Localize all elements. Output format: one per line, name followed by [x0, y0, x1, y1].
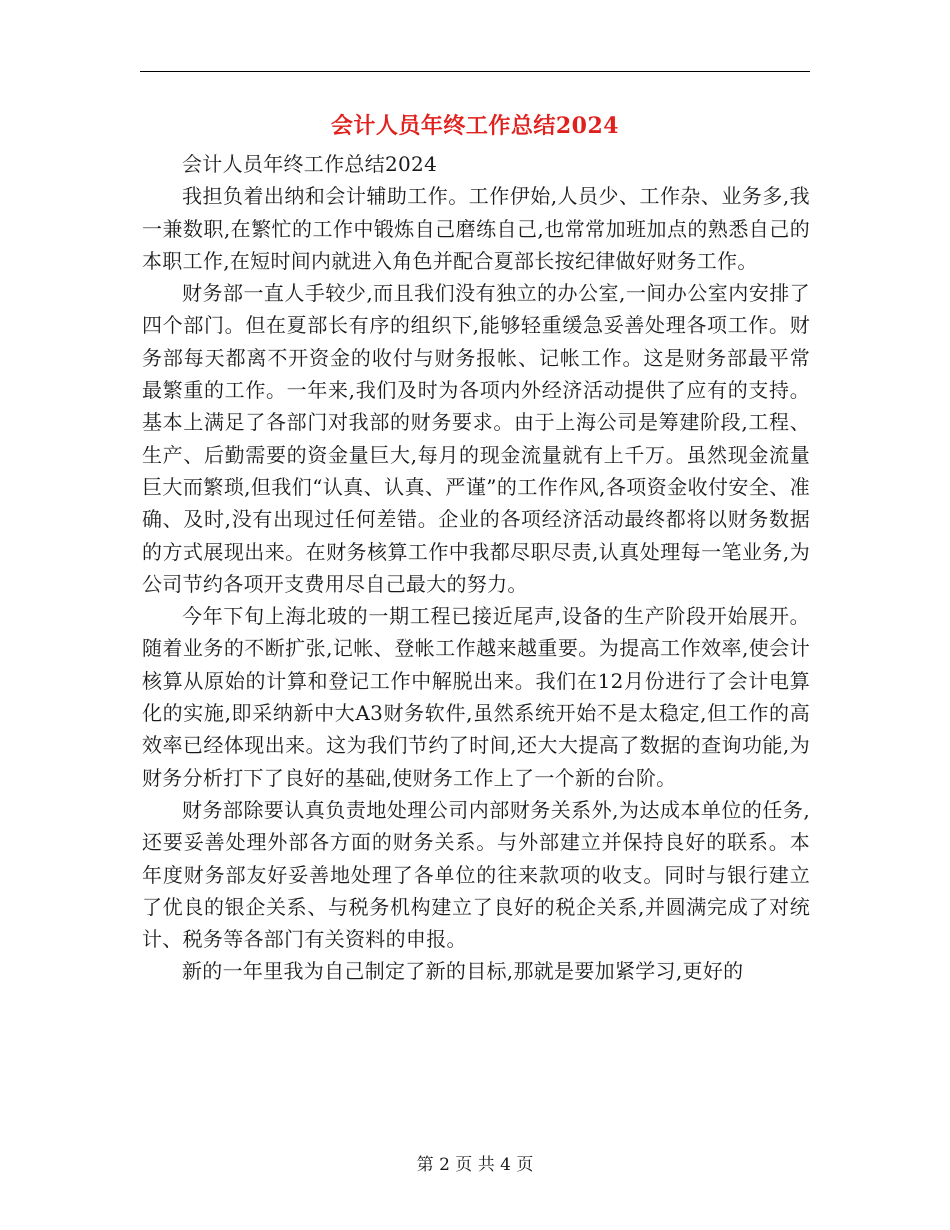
body-paragraph: 今年下旬上海北玻的一期工程已接近尾声,设备的生产阶段开始展开。随着业务的不断扩张,记帐、登帐工作越来越重要。为提高工作效率,使会计核算从原始的计算和登记工作中解脱出来。我们在12月份进行了会计电算化的实施,即采纳新中大A3财务软件,虽然系统开始不是太稳定,但工作的高效率已经体现出来。这为我们节约了时间,还大大提高了数据的查询功能,为财务分析打下了良好的基础,使财务工作上了一个新的台阶。 — [142, 604, 810, 790]
body-paragraph: 我担负着出纳和会计辅助工作。工作伊始,人员少、工作杂、业务多,我一兼数职,在繁忙的工作中锻炼自己磨练自己,也常常加班加点的熟悉自己的本职工作,在短时间内就进入角色并配合夏部长按纪律做好财务工作。 — [142, 184, 810, 273]
body-paragraph: 新的一年里我为自己制定了新的目标,那就是要加紧学习,更好的 — [182, 959, 744, 984]
document-body — [142, 148, 810, 988]
header-rule — [140, 71, 810, 72]
page-number-footer: 第 2 页 共 4 页 — [416, 1155, 534, 1175]
document-title: 会计人员年终工作总结2024 — [330, 113, 620, 139]
body-paragraph: 财务部除要认真负责地处理公司内部财务关系外,为达成本单位的任务,还要妥善处理外部各方面的财务关系。与外部建立并保持良好的联系。本年度财务部友好妥善地处理了各单位的往来款项的收支。同时与银行建立了优良的银企关系、与税务机构建立了良好的税企关系,并圆满完成了对统计、税务等各部门有关资料的申报。 — [142, 797, 810, 952]
subtitle-paragraph: 会计人员年终工作总结2024 — [182, 152, 438, 176]
body-paragraph: 财务部一直人手较少,而且我们没有独立的办公室,一间办公室内安排了四个部门。但在夏部长有序的组织下,能够轻重缓急妥善处理各项工作。财务部每天都离不开资金的收付与财务报帐、记帐工作。这是财务部最平常最繁重的工作。一年来,我们及时为各项内外经济活动提供了应有的支持。基本上满足了各部门对我部的财务要求。由于上海公司是筹建阶段,工程、生产、后勤需要的资金量巨大,每月的现金流量就有上千万。虽然现金流量巨大而繁琐,但我们“认真、认真、严谨”的工作作风,各项资金收付安全、准确、及时,没有出现过任何差错。企业的各项经济活动最终都将以财务数据的方式展现出来。在财务核算工作中我都尽职尽责,认真处理每一笔业务,为公司节约各项开支费用尽自己最大的努力。 — [142, 281, 810, 596]
